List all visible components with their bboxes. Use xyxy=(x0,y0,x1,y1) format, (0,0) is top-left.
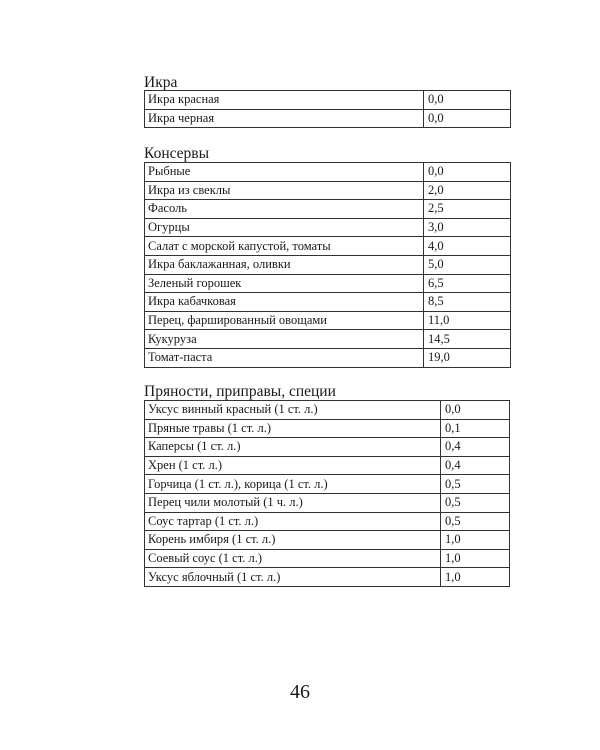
product-name: Икра красная xyxy=(145,91,424,110)
product-value: 3,0 xyxy=(424,218,511,237)
product-name: Уксус винный красный (1 ст. л.) xyxy=(145,401,441,420)
product-name: Фасоль xyxy=(145,200,424,219)
product-value: 0,5 xyxy=(441,475,510,494)
table-row xyxy=(145,568,510,587)
page-number: 46 xyxy=(290,681,310,703)
table-row xyxy=(145,200,511,219)
table-row xyxy=(145,531,510,550)
spices-table xyxy=(144,400,510,587)
product-value: 1,0 xyxy=(441,531,510,550)
product-value: 0,4 xyxy=(441,456,510,475)
product-value: 4,0 xyxy=(424,237,511,256)
product-name: Зеленый горошек xyxy=(145,274,424,293)
table-row xyxy=(145,419,510,438)
product-value: 19,0 xyxy=(424,348,511,367)
product-name: Соус тартар (1 ст. л.) xyxy=(145,512,441,531)
table-row xyxy=(145,549,510,568)
table-row xyxy=(145,293,511,312)
product-value: 11,0 xyxy=(424,311,511,330)
product-name: Салат с морской капустой, томаты xyxy=(145,237,424,256)
table-row xyxy=(145,401,510,420)
product-value: 0,1 xyxy=(441,419,510,438)
product-value: 14,5 xyxy=(424,330,511,349)
table-row xyxy=(145,438,510,457)
product-name: Горчица (1 ст. л.), корица (1 ст. л.) xyxy=(145,475,441,494)
product-name: Огурцы xyxy=(145,218,424,237)
product-name: Соевый соус (1 ст. л.) xyxy=(145,549,441,568)
product-name: Икра черная xyxy=(145,109,424,128)
product-value: 1,0 xyxy=(441,549,510,568)
product-name: Икра из свеклы xyxy=(145,181,424,200)
table-row xyxy=(145,163,511,182)
product-value: 2,5 xyxy=(424,200,511,219)
product-value: 2,0 xyxy=(424,181,511,200)
product-value: 0,5 xyxy=(441,493,510,512)
product-value: 8,5 xyxy=(424,293,511,312)
table-row xyxy=(145,109,511,128)
product-name: Пряные травы (1 ст. л.) xyxy=(145,419,441,438)
product-name: Томат-паста xyxy=(145,348,424,367)
product-value: 5,0 xyxy=(424,255,511,274)
table-row xyxy=(145,348,511,367)
section-title-canned: Консервы xyxy=(144,145,210,162)
product-value: 0,0 xyxy=(441,401,510,420)
product-name: Икра баклажанная, оливки xyxy=(145,255,424,274)
product-value: 0,4 xyxy=(441,438,510,457)
product-value: 0,0 xyxy=(424,163,511,182)
table-row xyxy=(145,255,511,274)
table-row xyxy=(145,91,511,110)
product-value: 6,5 xyxy=(424,274,511,293)
canned-table xyxy=(144,162,511,368)
table-row xyxy=(145,311,511,330)
product-name: Перец чили молотый (1 ч. л.) xyxy=(145,493,441,512)
caviar-table xyxy=(144,90,511,128)
table-row xyxy=(145,274,511,293)
product-name: Корень имбиря (1 ст. л.) xyxy=(145,531,441,550)
product-value: 0,0 xyxy=(424,109,511,128)
section-title-spices: Пряности, приправы, специи xyxy=(144,383,336,400)
table-row xyxy=(145,330,511,349)
product-name: Каперсы (1 ст. л.) xyxy=(145,438,441,457)
table-row xyxy=(145,512,510,531)
table-row xyxy=(145,456,510,475)
table-row xyxy=(145,493,510,512)
product-name: Икра кабачковая xyxy=(145,293,424,312)
product-name: Хрен (1 ст. л.) xyxy=(145,456,441,475)
product-name: Рыбные xyxy=(145,163,424,182)
product-value: 0,5 xyxy=(441,512,510,531)
product-value: 1,0 xyxy=(441,568,510,587)
section-title-caviar: Икра xyxy=(144,74,178,91)
product-name: Кукуруза xyxy=(145,330,424,349)
table-row xyxy=(145,475,510,494)
table-row xyxy=(145,181,511,200)
product-value: 0,0 xyxy=(424,91,511,110)
table-row xyxy=(145,237,511,256)
product-name: Перец, фаршированный овощами xyxy=(145,311,424,330)
table-row xyxy=(145,218,511,237)
product-name: Уксус яблочный (1 ст. л.) xyxy=(145,568,441,587)
